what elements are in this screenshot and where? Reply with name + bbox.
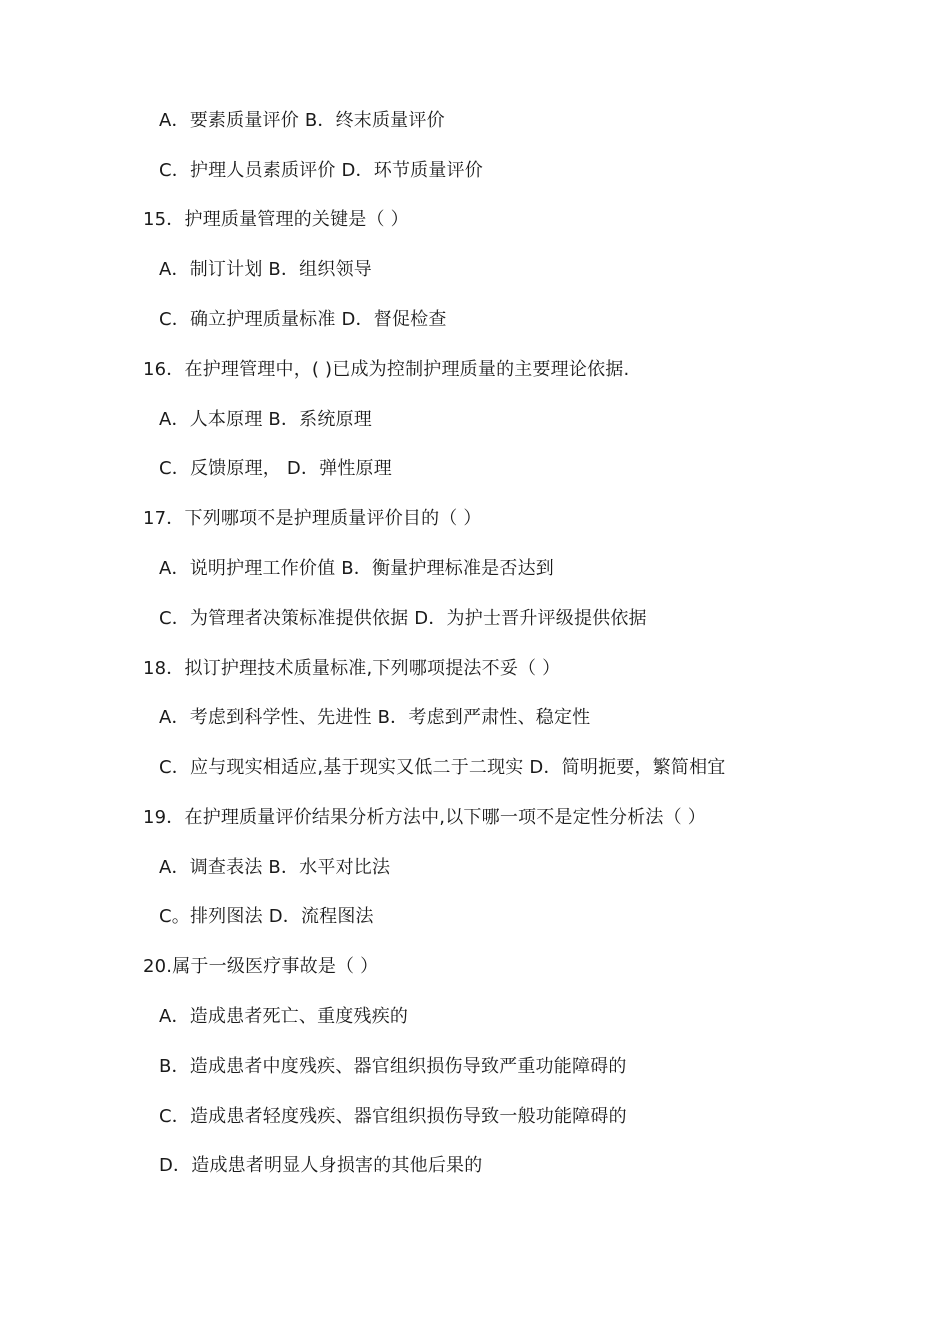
option-line-17-cd: C．为管理者决策标准提供依据 D．为护士晋升评级提供依据: [159, 608, 647, 629]
option-line-20-c: C．造成患者轻度残疾、器官组织损伤导致一般功能障碍的: [159, 1106, 627, 1127]
question-20: 20.属于一级医疗事故是（ ）: [143, 956, 379, 977]
option-line-20-a: A．造成患者死亡、重度残疾的: [159, 1006, 409, 1027]
question-15: 15．护理质量管理的关键是（ ）: [143, 209, 409, 230]
option-line-14-cd: C．护理人员素质评价 D．环节质量评价: [159, 160, 483, 181]
option-line-18-ab: A．考虑到科学性、先进性 B．考虑到严肃性、稳定性: [159, 707, 591, 728]
question-16: 16．在护理管理中，( )已成为控制护理质量的主要理论依据.: [143, 359, 630, 380]
option-line-20-d: D．造成患者明显人身损害的其他后果的: [159, 1155, 483, 1176]
question-17: 17．下列哪项不是护理质量评价目的（ ）: [143, 508, 482, 529]
option-line-15-ab: A．制订计划 B．组织领导: [159, 259, 372, 280]
option-line-16-cd: C．反馈原理， D．弹性原理: [159, 458, 392, 479]
option-line-16-ab: A．人本原理 B．系统原理: [159, 409, 372, 430]
option-line-19-cd: C。排列图法 D．流程图法: [159, 906, 374, 927]
option-line-15-cd: C．确立护理质量标准 D．督促检查: [159, 309, 447, 330]
question-18: 18．拟订护理技术质量标准,下列哪项提法不妥（ ）: [143, 658, 561, 679]
option-line-20-b: B．造成患者中度残疾、器官组织损伤导致严重功能障碍的: [159, 1056, 627, 1077]
option-line-17-ab: A．说明护理工作价值 B．衡量护理标准是否达到: [159, 558, 554, 579]
question-19: 19．在护理质量评价结果分析方法中,以下哪一项不是定性分析法（ ）: [143, 807, 706, 828]
option-line-19-ab: A．调查表法 B．水平对比法: [159, 857, 391, 878]
option-line-18-cd: C．应与现实相适应,基于现实又低二于二现实 D．简明扼要，繁简相宜: [159, 757, 726, 778]
option-line-14-ab: A．要素质量评价 B．终末质量评价: [159, 110, 445, 131]
